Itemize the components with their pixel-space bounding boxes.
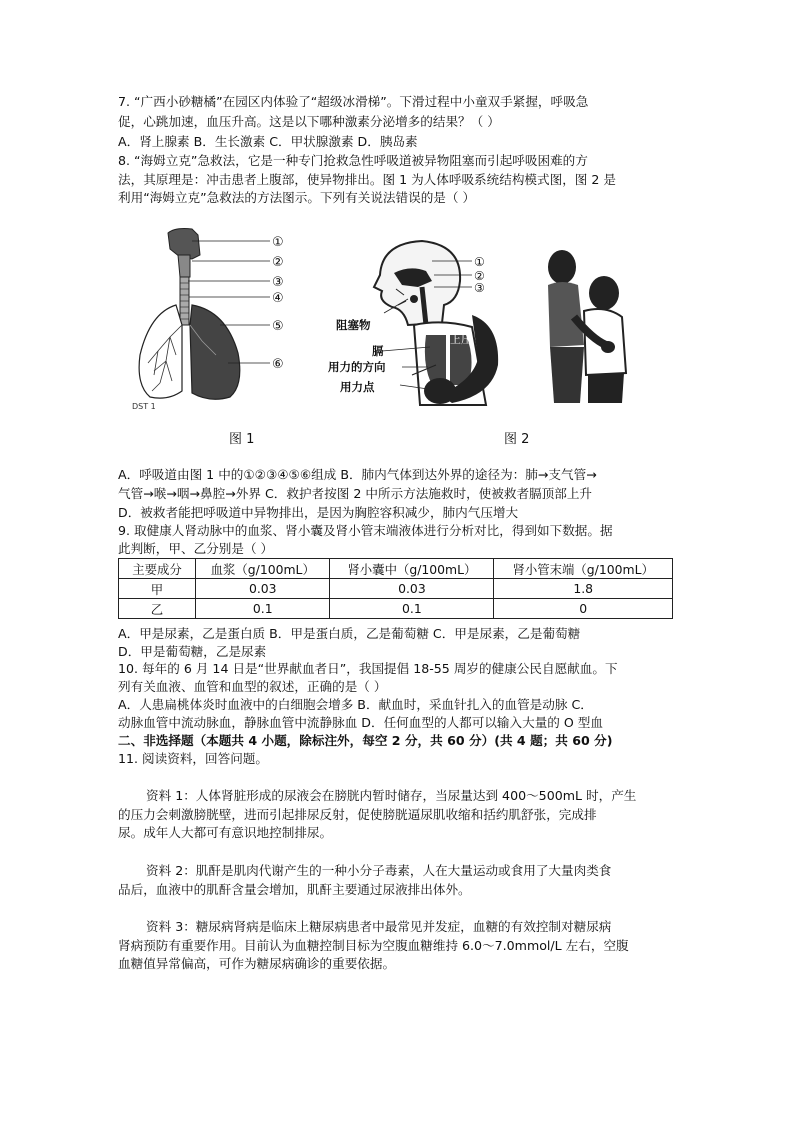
fig1-caption: 图 1 [229, 432, 255, 447]
fig1-corner-text: DST 1 [132, 402, 156, 411]
q7-stem-line1: 7. “广西小砂糖橘”在园区内体验了“超级冰滑梯”。下滑过程中小童双手紧握，呼吸急 [118, 94, 589, 109]
table-cell: 乙 [119, 599, 196, 619]
table-cell: 0.1 [196, 599, 330, 619]
fig2-annotation-force-point: 用力点 [340, 380, 375, 394]
q9-options-line2: D．甲是葡萄糖，乙是尿素 [118, 644, 267, 659]
fig2-caption: 图 2 [504, 432, 530, 447]
fig2-annotation-force-direction: 用力的方向 [328, 360, 386, 374]
material-3 [118, 918, 678, 974]
rescue-scene-illustration [548, 250, 626, 403]
fig1-label-6: ⑥ [272, 357, 284, 372]
fig2-label-1: ① [474, 255, 485, 269]
q9-stem-line1: 9. 取健康人肾动脉中的血浆、肾小囊及肾小管末端液体进行分析对比，得到如下数据。据 [118, 523, 613, 538]
fig1-label-4: ④ [272, 291, 284, 306]
q10-options-line1: A．人患扁桃体炎时血液中的白细胞会增多 B．献血时，采血针扎入的血管是动脉 C． [118, 697, 593, 712]
table-row [119, 579, 673, 599]
table-header-cell: 血浆（g/100mL） [196, 559, 330, 579]
table-header-row [119, 559, 673, 579]
respiratory-system-figure [130, 225, 300, 415]
left-lung [139, 305, 182, 398]
table-cell: 1.8 [494, 579, 673, 599]
fig2-label-3: ③ [474, 281, 485, 295]
q7-stem-line2: 促，心跳加速，血压升高。这是以下哪种激素分泌增多的结果？（ ） [118, 114, 500, 129]
nasal-cavity [168, 229, 200, 260]
fig2-label-2: ② [474, 269, 485, 283]
material-1-line: 尿。成年人大都可有意识地控制排尿。 [118, 825, 333, 840]
fig2-annotation-diaphragm: 膈 [372, 344, 384, 358]
table-header-cell: 肾小囊中（g/100mL） [330, 559, 494, 579]
material-3-line: 血糖值异常偏高，可作为糖尿病确诊的重要依据。 [118, 956, 396, 971]
material-3-line: 肾病预防有重要作用。目前认为血糖控制目标为空腹血糖维持 6.0～7.0mmol/L 左右，空腹 [118, 937, 629, 953]
fig1-label-3: ③ [272, 275, 284, 290]
q10-stem-line2: 列有关血液、血管和血型的叙述，正确的是（ ） [118, 679, 387, 694]
q8-stem-line2: 法，其原理是：冲击患者上腹部，使异物排出。图 1 为人体呼吸系统结构模式图，图 2 是 [118, 172, 617, 187]
fig1-label-5: ⑤ [272, 319, 284, 334]
q8-stem-line1: 8. “海姆立克”急救法，它是一种专门抢救急性呼吸道被异物阻塞而引起呼吸困难的方 [118, 153, 588, 168]
table-header-cell: 肾小管末端（g/100mL） [494, 559, 673, 579]
q8-options-line3: D．被救者能把呼吸道中异物排出，是因为胸腔容积减少，肺内气压增大 [118, 505, 519, 520]
q8-options-line1: A．呼吸道由图 1 中的①②③④⑤⑥组成 B．肺内气体到达外界的途径为：肺→支气管→ [118, 467, 597, 482]
fig1-label-1: ① [272, 235, 284, 250]
table-cell: 甲 [119, 579, 196, 599]
table-cell: 0 [494, 599, 673, 619]
table-header-cell: 主要成分 [119, 559, 196, 579]
q7-options: A．肾上腺素 B．生长激素 C．甲状腺激素 D．胰岛素 [118, 134, 418, 149]
table-cell: 0.03 [196, 579, 330, 599]
q9-options-line1: A．甲是尿素，乙是蛋白质 B．甲是蛋白质，乙是葡萄糖 C．甲是尿素，乙是葡萄糖 [118, 626, 581, 641]
material-1 [118, 787, 678, 843]
q9-data-table [118, 558, 673, 619]
table-cell: 0.03 [330, 579, 494, 599]
q10-options-line2: 动脉血管中流动脉血，静脉血管中流静脉血 D．任何血型的人都可以输入大量的 O 型血 [118, 715, 603, 730]
fig2-chest-text: 上压 [450, 333, 472, 346]
rescuer-fist [424, 378, 456, 404]
fig1-label-2: ② [272, 255, 284, 270]
material-2 [118, 862, 678, 899]
fig2-annotation-obstruction: 阻塞物 [336, 318, 371, 332]
table-row [119, 599, 673, 619]
material-2-line: 资料 2：肌酐是肌肉代谢产生的一种小分子毒素，人在大量运动或食用了大量肉类食 [146, 863, 612, 878]
q10-stem-line1: 10. 每年的 6 月 14 日是“世界献血者日”，我国提倡 18-55 周岁的健康公民自愿献血。下 [118, 661, 618, 676]
pharynx [178, 255, 190, 277]
section2-heading: 二、非选择题（本题共 4 小题，除标注外，每空 2 分，共 60 分）(共 4 题；共 60 分) [118, 733, 613, 748]
heimlich-maneuver-figure [322, 235, 642, 410]
material-2-line: 品后，血液中的肌酐含量会增加，肌酐主要通过尿液排出体外。 [118, 881, 471, 897]
obstruction-object [410, 295, 418, 303]
q8-options-line2: 气管→喉→咽→鼻腔→外界 C．救护者按图 2 中所示方法施救时，使被救者膈顶部上升 [118, 486, 593, 501]
material-3-line: 资料 3：糖尿病肾病是临床上糖尿病患者中最常见并发症，血糖的有效控制对糖尿病 [146, 919, 612, 934]
q11-stem: 11. 阅读资料，回答问题。 [118, 751, 268, 766]
material-1-line: 的压力会刺激膀胱壁，进而引起排尿反射，促使膀胱逼尿肌收缩和括约肌舒张，完成排 [118, 806, 597, 822]
q9-stem-line2: 此判断，甲、乙分别是（ ） [118, 541, 274, 556]
material-1-line: 资料 1：人体肾脏形成的尿液会在膀胱内暂时储存，当尿量达到 400～500mL 时，产生 [146, 788, 637, 803]
table-cell: 0.1 [330, 599, 494, 619]
right-lung [190, 305, 240, 399]
q8-stem-line3: 利用“海姆立克”急救法的方法图示。下列有关说法错误的是（ ） [118, 190, 476, 205]
